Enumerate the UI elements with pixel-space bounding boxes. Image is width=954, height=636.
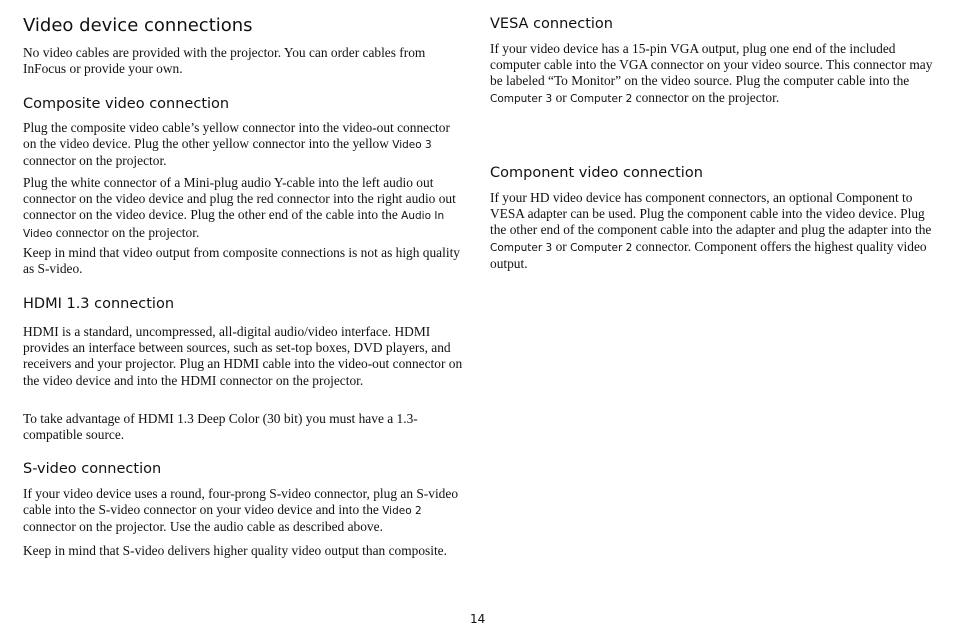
audio-in-video-connector-label: Audio In Video [23,210,445,240]
vesa-heading: VESA connection [490,16,613,32]
svideo-paragraph-2: Keep in mind that S-video delivers higher quality video output than composite. [23,543,447,558]
video-2-connector-label: Video 2 [382,505,422,518]
component-paragraph: If your HD video device has component connectors, an optional Component to VESA adapter can be used. Plug the component cable into the video device. Plug the other end of the component cable into the adapter and plug the adapter into the Computer 3 or Computer 2 connector. Component offers the highest quality video output. [490,190,932,271]
video-3-connector-label: Video 3 [392,139,432,152]
hdmi-heading: HDMI 1.3 connection [23,296,175,312]
intro-paragraph: No video cables are provided with the projector. You can order cables from InFocus or provide your own. [23,45,426,77]
composite-paragraph-1: Plug the composite video cable’s yellow connector into the video-out connector on the video device. Plug the other yellow connector into the yellow Video 3 connector on the projector. [23,120,450,169]
composite-heading: Composite video connection [23,96,230,112]
page-title: Video device connections [23,15,253,36]
svideo-heading: S-video connection [23,461,162,477]
computer-3-connector-label: Computer 3 [490,241,553,254]
component-heading: Component video connection [490,165,703,181]
composite-paragraph-2: Plug the white connector of a Mini-plug audio Y-cable into the left audio out connector on the video device and plug the red connector into the right audio out connector on the video device. Plug the other end of the cable into the Audio In Video connector on the projector. [23,175,456,240]
hdmi-paragraph-1: HDMI is a standard, uncompressed, all-digital audio/video interface. HDMI provides an interface between sources, such as set-top boxes, DVD players, and receivers and your projector. Plug an HDMI cable into the video-out connector on the video device and into the HDMI connector on the projector. [23,324,463,388]
vesa-paragraph: If your video device has a 15-pin VGA output, plug one end of the included computer cable into the VGA connector on your video source. This connector may be labeled “To Monitor” on the video source. Plug the computer cable into the Computer 3 or Computer 2 connector on the projector. [490,41,933,105]
computer-2-connector-label: Computer 2 [570,241,633,254]
composite-paragraph-3: Keep in mind that video output from composite connections is not as high quality as S-video. [23,245,460,277]
page-number: 14 [470,612,486,626]
computer-3-connector-label: Computer 3 [490,92,553,105]
svideo-paragraph-1: If your video device uses a round, four-prong S-video connector, plug an S-video cable into the S-video connector on your video device and into the Video 2 connector on the projector. Use the audio cable as described above. [23,486,459,535]
hdmi-paragraph-2: To take advantage of HDMI 1.3 Deep Color (30 bit) you must have a 1.3-compatible source. [23,411,418,443]
computer-2-connector-label: Computer 2 [570,92,633,105]
